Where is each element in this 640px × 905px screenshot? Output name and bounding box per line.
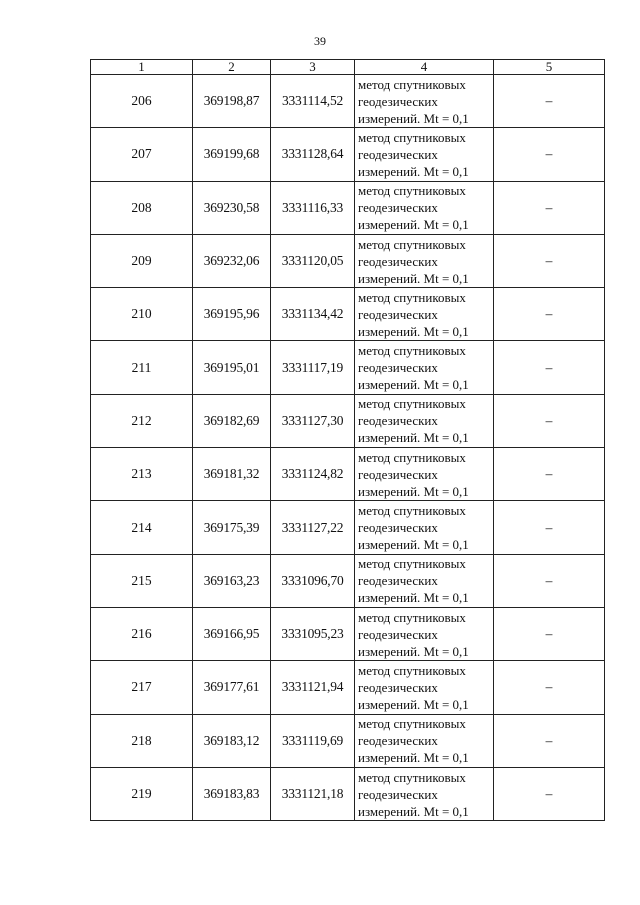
method-line: измерений. Mt = 0,1: [358, 217, 469, 233]
x-coordinate-cell: 369232,06: [193, 234, 271, 287]
coordinates-table: [90, 59, 605, 821]
method-line: метод спутниковых: [358, 236, 466, 252]
y-coordinate-cell: 3331114,52: [271, 75, 355, 128]
method-line: измерений. Mt = 0,1: [358, 590, 469, 606]
table-row: [91, 661, 605, 714]
page-number: 39: [314, 34, 326, 48]
point-number-cell: 213: [91, 448, 193, 501]
header-cell-2: 2: [193, 60, 271, 75]
table-row: [91, 607, 605, 660]
note-cell: –: [494, 181, 605, 234]
method-line: метод спутниковых: [358, 343, 466, 359]
method-line: измерений. Mt = 0,1: [358, 430, 469, 446]
method-line: измерений. Mt = 0,1: [358, 643, 469, 659]
method-cell: [355, 767, 494, 820]
table-row: [91, 767, 605, 820]
method-cell: [355, 554, 494, 607]
y-coordinate-cell: 3331096,70: [271, 554, 355, 607]
point-number-cell: 208: [91, 181, 193, 234]
method-cell: [355, 181, 494, 234]
method-line: геодезических: [358, 520, 438, 536]
method-line: геодезических: [358, 360, 438, 376]
table-row: [91, 75, 605, 128]
x-coordinate-cell: 369183,83: [193, 767, 271, 820]
method-cell: [355, 607, 494, 660]
point-number-cell: 219: [91, 767, 193, 820]
y-coordinate-cell: 3331119,69: [271, 714, 355, 767]
y-coordinate-cell: 3331120,05: [271, 234, 355, 287]
point-number-cell: 210: [91, 288, 193, 341]
method-line: геодезических: [358, 253, 438, 269]
method-cell: [355, 128, 494, 181]
method-line: метод спутниковых: [358, 129, 466, 145]
header-cell-5: 5: [494, 60, 605, 75]
method-line: геодезических: [358, 146, 438, 162]
note-cell: –: [494, 394, 605, 447]
method-line: геодезических: [358, 733, 438, 749]
method-line: измерений. Mt = 0,1: [358, 110, 469, 126]
note-cell: –: [494, 341, 605, 394]
table-row: [91, 181, 605, 234]
method-cell: [355, 341, 494, 394]
method-cell: [355, 661, 494, 714]
method-line: метод спутниковых: [358, 449, 466, 465]
y-coordinate-cell: 3331134,42: [271, 288, 355, 341]
table-row: [91, 341, 605, 394]
x-coordinate-cell: 369175,39: [193, 501, 271, 554]
y-coordinate-cell: 3331127,30: [271, 394, 355, 447]
note-cell: –: [494, 234, 605, 287]
method-cell: [355, 448, 494, 501]
x-coordinate-cell: 369195,01: [193, 341, 271, 394]
method-cell: [355, 75, 494, 128]
table-row: [91, 234, 605, 287]
header-cell-1: 1: [91, 60, 193, 75]
method-cell: [355, 288, 494, 341]
y-coordinate-cell: 3331128,64: [271, 128, 355, 181]
method-line: метод спутниковых: [358, 769, 466, 785]
method-line: метод спутниковых: [358, 396, 466, 412]
method-line: метод спутниковых: [358, 556, 466, 572]
point-number-cell: 207: [91, 128, 193, 181]
method-line: измерений. Mt = 0,1: [358, 483, 469, 499]
note-cell: –: [494, 554, 605, 607]
x-coordinate-cell: 369198,87: [193, 75, 271, 128]
table-row: [91, 714, 605, 767]
method-line: измерений. Mt = 0,1: [358, 163, 469, 179]
method-line: измерений. Mt = 0,1: [358, 323, 469, 339]
method-line: метод спутниковых: [358, 609, 466, 625]
method-line: измерений. Mt = 0,1: [358, 377, 469, 393]
method-line: метод спутниковых: [358, 183, 466, 199]
method-line: геодезических: [358, 466, 438, 482]
method-line: геодезических: [358, 786, 438, 802]
table-row: [91, 501, 605, 554]
method-line: геодезических: [358, 626, 438, 642]
method-line: измерений. Mt = 0,1: [358, 750, 469, 766]
point-number-cell: 212: [91, 394, 193, 447]
table-header-row: [91, 60, 605, 75]
header-cell-4: 4: [355, 60, 494, 75]
method-line: геодезических: [358, 573, 438, 589]
note-cell: –: [494, 607, 605, 660]
point-number-cell: 209: [91, 234, 193, 287]
y-coordinate-cell: 3331124,82: [271, 448, 355, 501]
note-cell: –: [494, 714, 605, 767]
method-line: измерений. Mt = 0,1: [358, 537, 469, 553]
note-cell: –: [494, 75, 605, 128]
method-cell: [355, 714, 494, 767]
note-cell: –: [494, 128, 605, 181]
method-line: метод спутниковых: [358, 76, 466, 92]
note-cell: –: [494, 448, 605, 501]
y-coordinate-cell: 3331117,19: [271, 341, 355, 394]
method-line: геодезических: [358, 413, 438, 429]
method-line: метод спутниковых: [358, 289, 466, 305]
method-line: геодезических: [358, 679, 438, 695]
x-coordinate-cell: 369230,58: [193, 181, 271, 234]
method-cell: [355, 394, 494, 447]
point-number-cell: 211: [91, 341, 193, 394]
x-coordinate-cell: 369163,23: [193, 554, 271, 607]
x-coordinate-cell: 369181,32: [193, 448, 271, 501]
method-line: метод спутниковых: [358, 662, 466, 678]
y-coordinate-cell: 3331116,33: [271, 181, 355, 234]
x-coordinate-cell: 369166,95: [193, 607, 271, 660]
y-coordinate-cell: 3331095,23: [271, 607, 355, 660]
x-coordinate-cell: 369177,61: [193, 661, 271, 714]
table-body: [91, 60, 605, 821]
method-cell: [355, 501, 494, 554]
x-coordinate-cell: 369195,96: [193, 288, 271, 341]
method-line: геодезических: [358, 200, 438, 216]
y-coordinate-cell: 3331121,94: [271, 661, 355, 714]
y-coordinate-cell: 3331121,18: [271, 767, 355, 820]
y-coordinate-cell: 3331127,22: [271, 501, 355, 554]
method-line: измерений. Mt = 0,1: [358, 696, 469, 712]
x-coordinate-cell: 369183,12: [193, 714, 271, 767]
x-coordinate-cell: 369182,69: [193, 394, 271, 447]
table-row: [91, 394, 605, 447]
table-row: [91, 128, 605, 181]
point-number-cell: 216: [91, 607, 193, 660]
point-number-cell: 214: [91, 501, 193, 554]
note-cell: –: [494, 767, 605, 820]
table-row: [91, 448, 605, 501]
point-number-cell: 217: [91, 661, 193, 714]
method-cell: [355, 234, 494, 287]
method-line: геодезических: [358, 306, 438, 322]
point-number-cell: 206: [91, 75, 193, 128]
method-line: измерений. Mt = 0,1: [358, 803, 469, 819]
header-cell-3: 3: [271, 60, 355, 75]
point-number-cell: 215: [91, 554, 193, 607]
method-line: измерений. Mt = 0,1: [358, 270, 469, 286]
point-number-cell: 218: [91, 714, 193, 767]
table-row: [91, 554, 605, 607]
note-cell: –: [494, 501, 605, 554]
x-coordinate-cell: 369199,68: [193, 128, 271, 181]
note-cell: –: [494, 288, 605, 341]
note-cell: –: [494, 661, 605, 714]
method-line: метод спутниковых: [358, 716, 466, 732]
method-line: метод спутниковых: [358, 503, 466, 519]
method-line: геодезических: [358, 93, 438, 109]
table-row: [91, 288, 605, 341]
